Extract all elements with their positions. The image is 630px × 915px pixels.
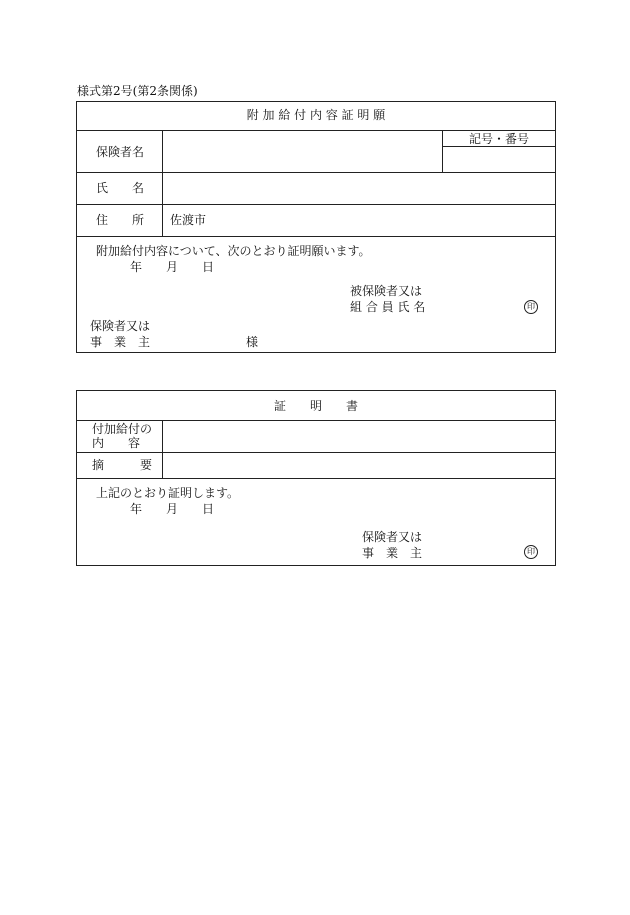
recipient-label-line1: 保険者又は — [90, 319, 151, 333]
certificate-title: 証 明 書 — [273, 399, 358, 413]
content-label-line2: 内 容 — [92, 436, 141, 450]
divider — [76, 130, 556, 131]
issuer-label-line1: 保険者又は — [362, 530, 423, 544]
seal-icon: 印 — [524, 545, 538, 559]
kigou-bangou-label: 記号・番号 — [468, 132, 529, 146]
certificate-date: 年 月 日 — [130, 502, 215, 516]
divider — [442, 146, 556, 147]
insured-label-line1: 被保険者又は — [350, 284, 423, 298]
address-field[interactable]: 佐渡市 — [170, 213, 207, 227]
divider — [76, 204, 556, 205]
summary-label: 摘 要 — [92, 458, 153, 472]
honorific: 様 — [246, 335, 259, 349]
label-column-divider — [162, 420, 163, 478]
divider — [76, 478, 556, 479]
seal-icon: 印 — [524, 300, 538, 314]
divider — [76, 452, 556, 453]
recipient-label-line2: 事 業 主 — [90, 335, 151, 349]
issuer-label-line2: 事 業 主 — [362, 546, 423, 560]
content-label-line1: 付加給付の — [92, 422, 153, 436]
certify-text: 上記のとおり証明します。 — [96, 486, 240, 500]
divider — [76, 236, 556, 237]
divider — [76, 420, 556, 421]
name-label: 氏 名 — [96, 181, 145, 195]
insured-label-line2: 組 合 員 氏 名 — [350, 300, 426, 314]
form-number-label: 様式第2号(第2条関係) — [77, 84, 198, 98]
address-label: 住 所 — [96, 213, 145, 227]
application-title: 附 加 給 付 内 容 証 明 願 — [246, 108, 386, 122]
label-column-divider — [162, 130, 163, 237]
divider — [76, 172, 556, 173]
application-date: 年 月 日 — [130, 260, 215, 274]
insurer-name-label: 保険者名 — [96, 145, 145, 159]
request-text: 附加給付内容について、次のとおり証明願います。 — [96, 244, 371, 258]
